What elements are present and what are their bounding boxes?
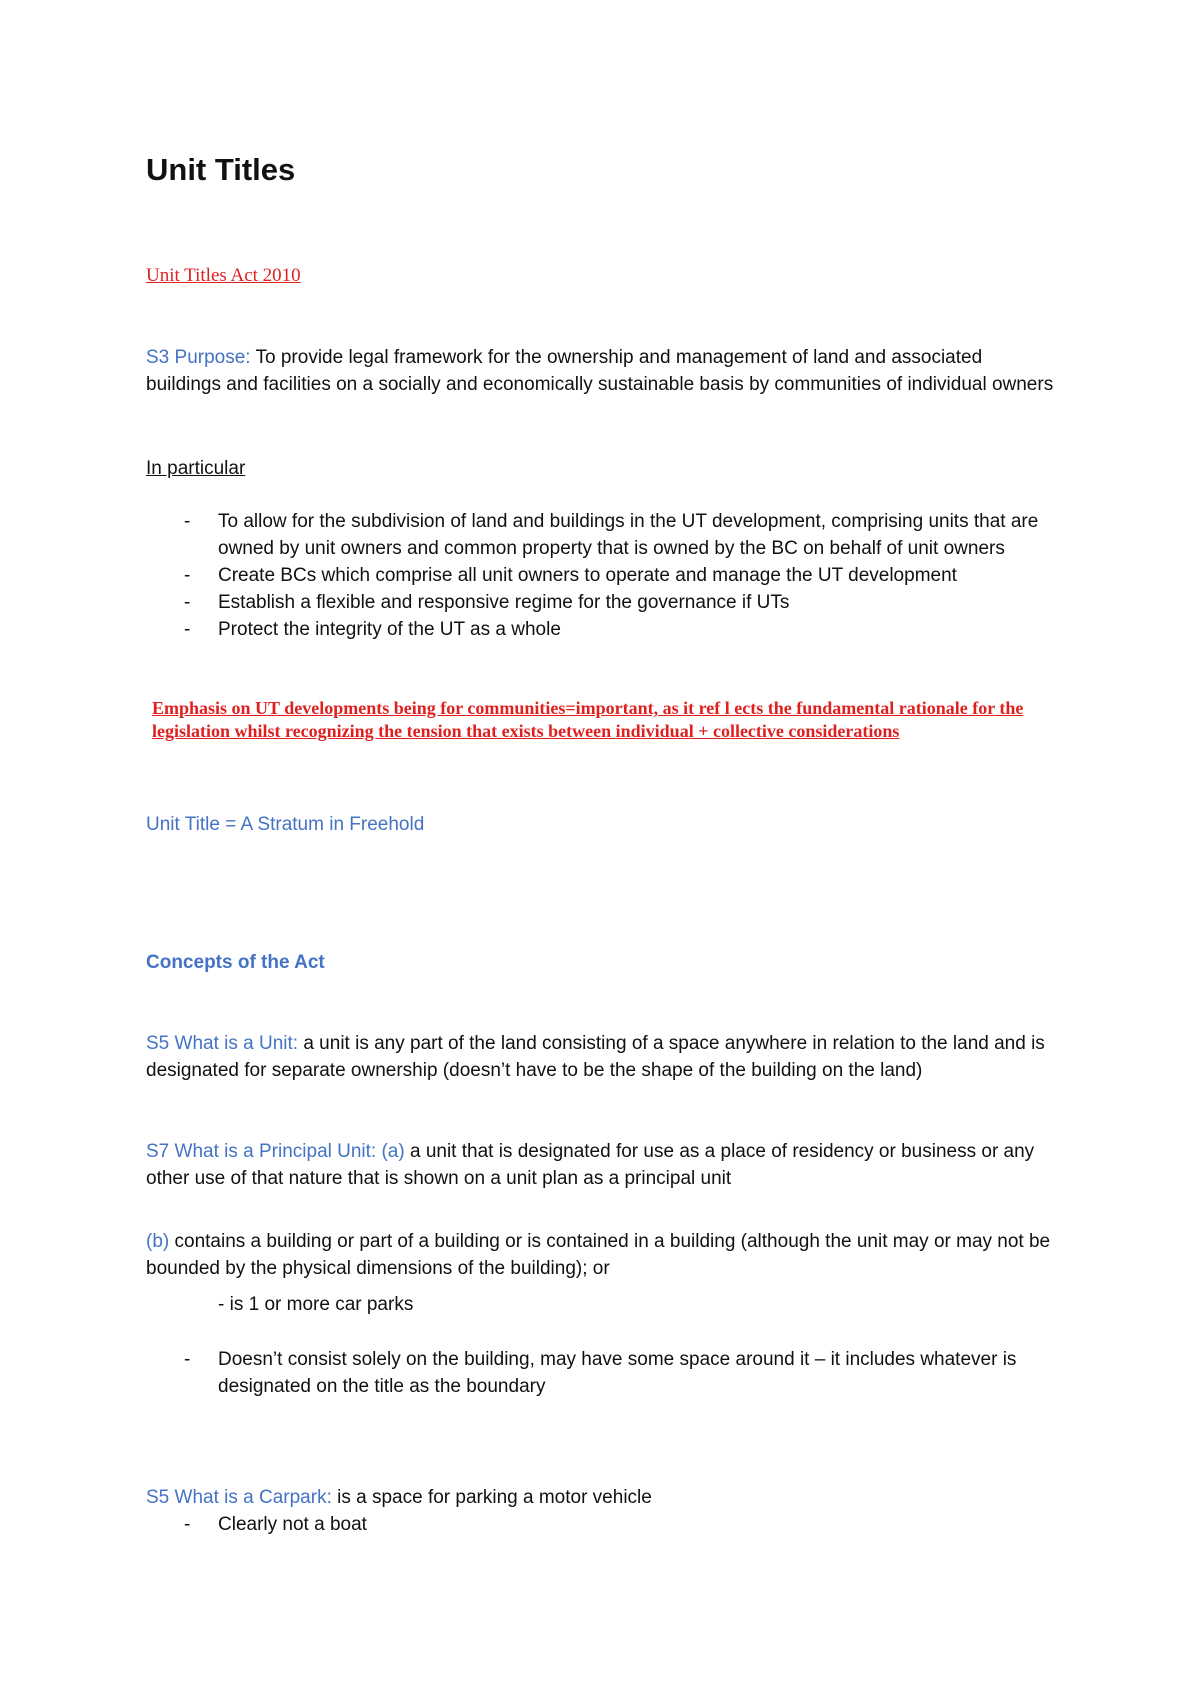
purpose-text: To provide legal framework for the ownership and management of land and associated buildings and facilities on a socially and economically sustainable basis by communities of individual owners bbox=[146, 347, 1054, 395]
list-item-text: Create BCs which comprise all unit owners to operate and manage the UT development bbox=[218, 565, 957, 586]
dash-bullet: - bbox=[184, 1514, 191, 1535]
dash-bullet: - bbox=[184, 619, 191, 640]
list-item-text: Protect the integrity of the UT as a whole bbox=[218, 619, 561, 640]
carpark-definition bbox=[146, 1484, 1056, 1511]
list-item bbox=[146, 508, 1056, 562]
act-heading: Unit Titles Act 2010 bbox=[146, 265, 301, 286]
purpose-paragraph bbox=[146, 344, 1056, 398]
unit-label: S5 What is a Unit: bbox=[146, 1033, 299, 1054]
document-title: Unit Titles bbox=[146, 152, 296, 187]
principal-unit-label-b: (b) bbox=[146, 1231, 170, 1252]
list-item-text: To allow for the subdivision of land and buildings in the UT development, comprising units that are owned by unit owners and common property that is owned by the BC on behalf of unit owners bbox=[218, 511, 1039, 559]
carpark-label: S5 What is a Carpark: bbox=[146, 1487, 332, 1508]
concepts-heading: Concepts of the Act bbox=[146, 952, 325, 973]
stratum-line: Unit Title = A Stratum in Freehold bbox=[146, 814, 425, 835]
dash-bullet: - bbox=[184, 1349, 191, 1370]
principal-unit-text-a: a unit that is designated for use as a place of residency or business or any other use of that nature that is shown on a unit plan as a principal unit bbox=[146, 1141, 1035, 1189]
list-item-text: Doesn’t consist solely on the building, may have some space around it – it includes whatever is designated on the title as the boundary bbox=[218, 1349, 1017, 1397]
dash-bullet: - bbox=[184, 592, 191, 613]
list-item bbox=[146, 1511, 1056, 1538]
principal-unit-label: S7 What is a Principal Unit: (a) bbox=[146, 1141, 405, 1162]
list-item bbox=[146, 1346, 1056, 1400]
principal-unit-b bbox=[146, 1228, 1056, 1282]
unit-text: a unit is any part of the land consisting of a space anywhere in relation to the land and is designated for separate ownership (doesn’t have to be the shape of the building on the land) bbox=[146, 1033, 1045, 1081]
list-item-text: Clearly not a boat bbox=[218, 1514, 367, 1535]
emphasis-note: Emphasis on UT developments being for communities=important, as it ref l ects the fundamental rationale for the legislation whilst recognizing the tension that exists between individual + collective considerations bbox=[152, 698, 1024, 741]
principal-unit-text-b: contains a building or part of a building or is contained in a building (although the unit may or may not be bounded by the physical dimensions of the building); or bbox=[146, 1231, 1051, 1279]
purpose-label: S3 Purpose: bbox=[146, 347, 251, 368]
unit-definition bbox=[146, 1030, 1056, 1084]
car-parks-line: - is 1 or more car parks bbox=[218, 1294, 414, 1315]
principal-unit-definition bbox=[146, 1138, 1056, 1192]
list-item-text: Establish a flexible and responsive regime for the governance if UTs bbox=[218, 592, 790, 613]
dash-bullet: - bbox=[184, 565, 191, 586]
dash-bullet: - bbox=[184, 511, 191, 532]
list-item bbox=[146, 589, 1056, 616]
list-item bbox=[146, 562, 1056, 589]
carpark-notes bbox=[146, 1511, 1056, 1538]
carpark-text: is a space for parking a motor vehicle bbox=[331, 1487, 652, 1508]
list-item bbox=[146, 616, 1056, 643]
particular-list bbox=[146, 508, 1056, 643]
in-particular-heading: In particular bbox=[146, 458, 246, 479]
principal-unit-notes bbox=[146, 1346, 1056, 1400]
